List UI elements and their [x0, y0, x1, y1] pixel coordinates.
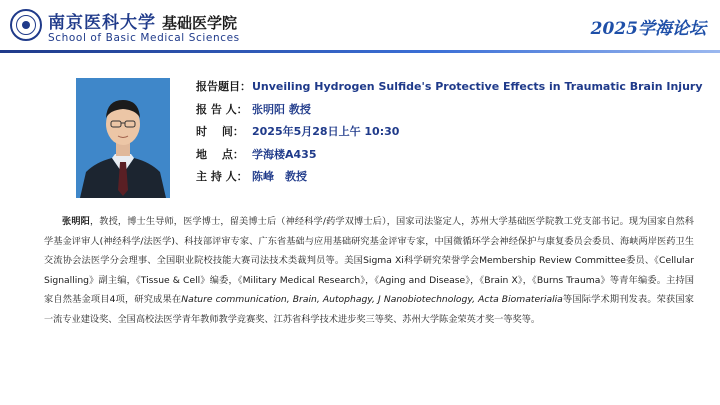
time-row	[196, 123, 716, 146]
bio-text-part1: ，教授，博士生导师，医学博士，留美博士后（神经科学/药学双博士后），国家司法鉴定人，苏州大学基础医学院教工党支部书记。现为国家自然科学基金评审人(神经科学/法医学)、科技部评审专家、广东省基础与应用基础研究基金评审专家，中国微循环学会神经保护与康复委员会委员、海峡两岸医药卫生交流协会法医学分会理事、全国职业院校技能大赛司法技术类裁判员等。美国Sigma Xi科学研究荣誉学会Membership Review Committee委员、《Cellular Signalling》副主编，《Tissue & Cell》编委，《Military Medical Research》，《Aging and Disease》，《Brain X》，《Burns Trauma》等青年编委。主持国家自然基金项目4项，研究成果在	[44, 216, 694, 305]
talk-time: 2025年5月28日上午 10:30	[252, 125, 400, 138]
talk-title-row	[196, 78, 716, 101]
time-label: 时 间：	[196, 125, 244, 138]
speaker-row	[196, 101, 716, 124]
speaker-photo	[76, 78, 170, 198]
seal-center	[22, 21, 30, 29]
talk-title-label: 报告题目：	[196, 80, 251, 93]
place-row	[196, 146, 716, 169]
forum-title: 2025学海论坛	[590, 19, 706, 39]
seal-inner-ring	[16, 15, 36, 35]
school-name-cn	[48, 8, 237, 33]
header-divider	[0, 50, 720, 53]
school-name: 基础医学院	[162, 14, 238, 32]
place-label: 地 点：	[196, 147, 244, 161]
bio-name: 张明阳	[62, 216, 90, 227]
host-label: 主 持 人：	[196, 170, 248, 183]
speaker-name: 张明阳 教授	[252, 102, 311, 116]
school-name-en: School of Basic Medical Sciences	[48, 32, 240, 44]
speaker-bio	[44, 212, 694, 329]
host-row	[196, 168, 716, 191]
talk-title: Unveiling Hydrogen Sulfide's Protective Effects in Traumatic Brain Injury	[252, 80, 703, 93]
speaker-label: 报 告 人：	[196, 102, 248, 116]
host-name: 陈峰 教授	[252, 170, 307, 183]
bio-text-part2: 等国际学术期刊发表。荣获国家一流专业建设奖、全国高校法医学青年教师教学竞赛奖、江苏省科学技术进步奖三等奖、苏州大学陈金荣英才奖一等奖等。	[44, 294, 694, 325]
talk-place: 学海楼A435	[252, 147, 317, 161]
university-name: 南京医科大学	[48, 13, 156, 33]
portrait-image	[76, 78, 170, 198]
header	[0, 0, 720, 50]
bio-journals: Nature communication, Brain, Autophagy, J Nanobiotechnology, Acta Biomaterialia	[181, 294, 563, 305]
talk-info	[196, 78, 716, 191]
university-seal-icon	[10, 9, 42, 41]
